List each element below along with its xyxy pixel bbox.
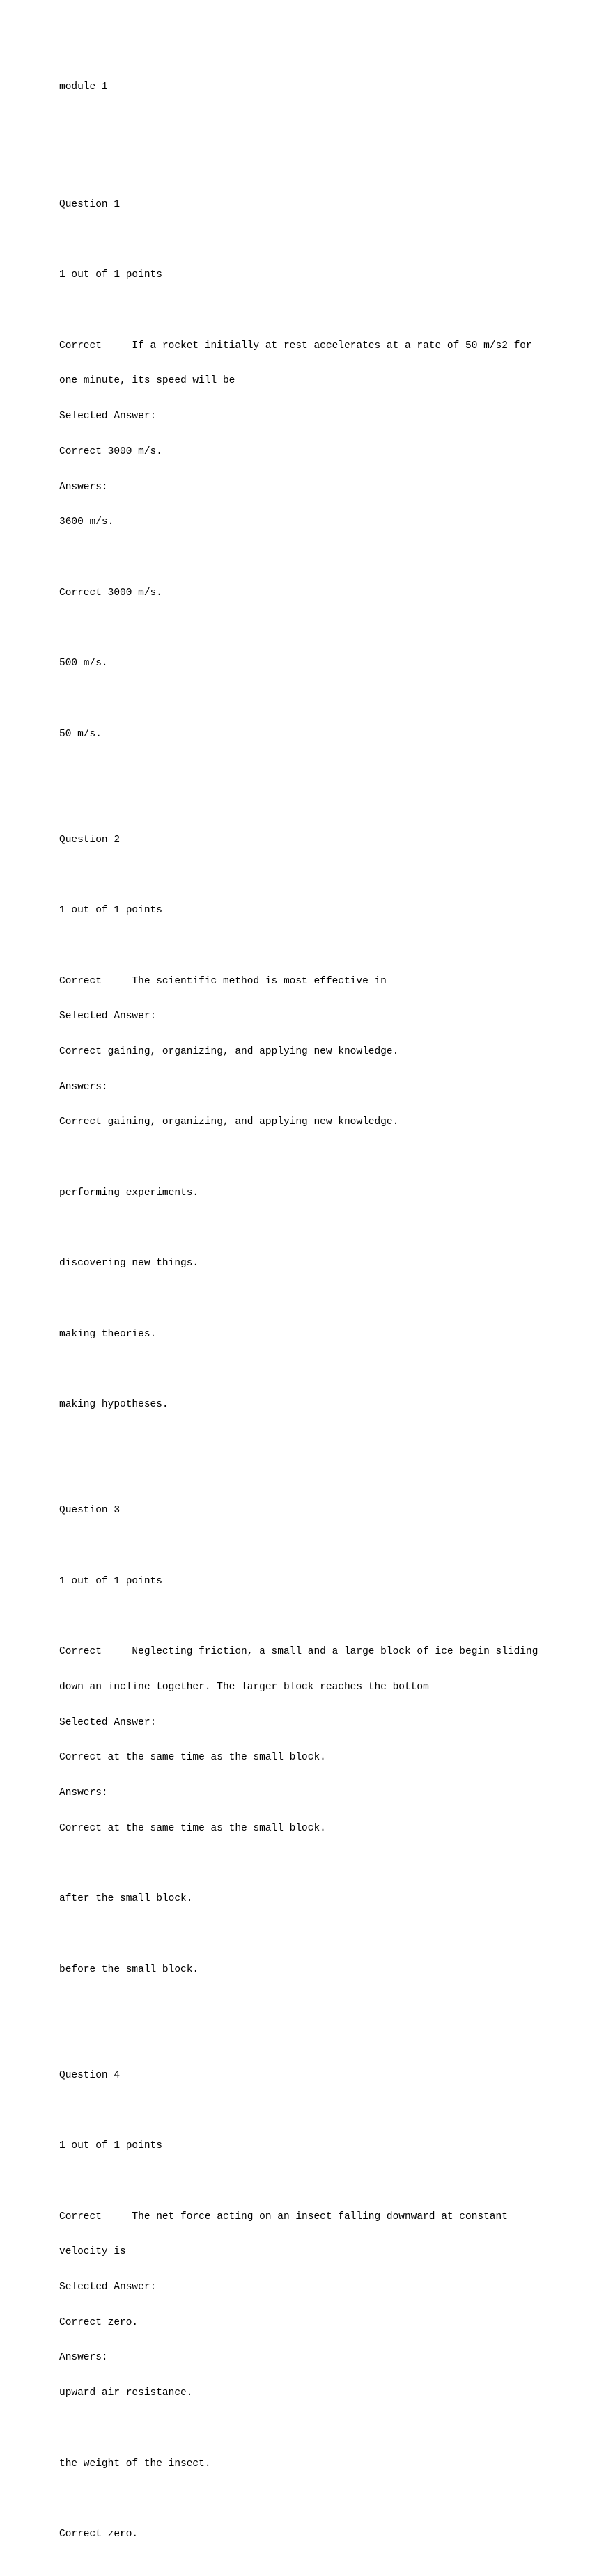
spacer [59, 2105, 561, 2117]
document-page [59, 58, 561, 2576]
spacer [59, 305, 561, 317]
answers-label: Answers: [59, 481, 108, 493]
answer-option: 500 m/s. [59, 658, 108, 670]
selected-answer: Correct zero. [59, 2316, 139, 2328]
question-prompt-line: one minute, its speed will be [59, 375, 235, 387]
question-prompt-line: Correct Neglecting friction, a small and a large block of ice begin sliding [59, 1646, 538, 1658]
selected-answer: Correct at the same time as the small block. [59, 1752, 326, 1764]
question-heading: Question 1 [59, 198, 121, 210]
spacer [59, 1152, 561, 1164]
answer-option: Correct gaining, organizing, and applying new knowledge. [59, 1116, 399, 1128]
answer-option: Correct 3000 m/s. [59, 587, 162, 599]
spacer [59, 1293, 561, 1305]
question-prompt-line: Correct The scientific method is most effective in [59, 975, 387, 987]
question-points: 1 out of 1 points [59, 269, 162, 281]
selected-answer: Correct 3000 m/s. [59, 445, 162, 457]
selected-answer-label: Selected Answer: [59, 411, 157, 422]
answer-option: upward air resistance. [59, 2387, 193, 2399]
answer-option: discovering new things. [59, 1258, 199, 1270]
spacer [59, 1858, 561, 1870]
question-block-1 [59, 175, 561, 764]
spacer [59, 693, 561, 705]
spacer [59, 117, 561, 129]
question-prompt-line: down an incline together. The larger block reaches the bottom [59, 1681, 429, 1693]
question-prompt-line: Correct The net force acting on an insect falling downward at constant [59, 2211, 508, 2222]
answer-option: the weight of the insect. [59, 2458, 211, 2470]
spacer [59, 1223, 561, 1235]
spacer [59, 1540, 561, 1552]
answer-option: 3600 m/s. [59, 516, 114, 528]
answers-label: Answers: [59, 1787, 108, 1799]
answer-option: after the small block. [59, 1893, 193, 1905]
answer-option: before the small block. [59, 1963, 199, 1975]
spacer [59, 1364, 561, 1375]
answers-label: Answers: [59, 1081, 108, 1093]
selected-answer: Correct gaining, organizing, and applying new knowledge. [59, 1046, 399, 1057]
spacer [59, 869, 561, 881]
question-prompt-line: velocity is [59, 2246, 126, 2258]
question-block-3 [59, 1481, 561, 1999]
spacer [59, 2176, 561, 2188]
answer-option: making hypotheses. [59, 1399, 169, 1411]
question-heading: Question 3 [59, 1505, 121, 1517]
spacer [59, 1929, 561, 1941]
selected-answer-label: Selected Answer: [59, 1716, 157, 1728]
question-points: 1 out of 1 points [59, 905, 162, 917]
question-prompt-line: Correct If a rocket initially at rest accelerates at a rate of 50 m/s2 for [59, 340, 532, 351]
question-heading: Question 2 [59, 834, 121, 846]
spacer [59, 2493, 561, 2505]
question-heading: Question 4 [59, 2069, 121, 2081]
spacer [59, 940, 561, 952]
spacer [59, 1611, 561, 1622]
question-block-4 [59, 2046, 561, 2564]
question-points: 1 out of 1 points [59, 1575, 162, 1587]
selected-answer-label: Selected Answer: [59, 1011, 157, 1022]
spacer [59, 552, 561, 564]
spacer [59, 622, 561, 634]
selected-answer-label: Selected Answer: [59, 2282, 157, 2293]
answer-option: performing experiments. [59, 1187, 199, 1199]
answer-option: Correct zero. [59, 2529, 139, 2540]
module-title: module 1 [59, 81, 108, 93]
question-points: 1 out of 1 points [59, 2140, 162, 2152]
answers-label: Answers: [59, 2352, 108, 2364]
question-block-2 [59, 811, 561, 1435]
spacer [59, 235, 561, 246]
answer-option: making theories. [59, 1328, 157, 1340]
answer-option: Correct at the same time as the small block. [59, 1822, 326, 1834]
answer-option: 50 m/s. [59, 728, 102, 740]
spacer [59, 2423, 561, 2435]
